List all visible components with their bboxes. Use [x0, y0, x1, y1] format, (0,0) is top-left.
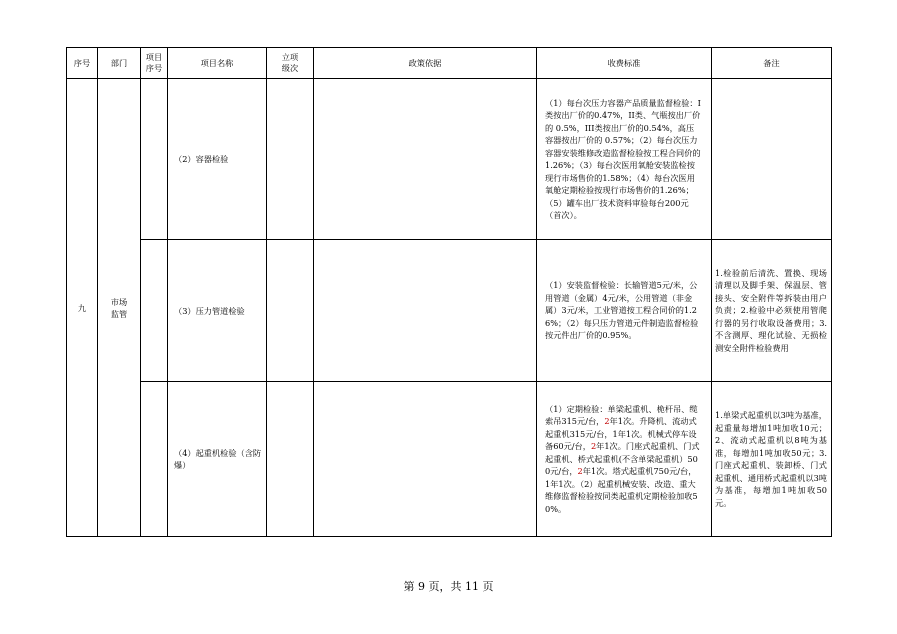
- fee-table: [66, 47, 832, 537]
- header-dept: 部门: [98, 48, 141, 79]
- header-policy: 政策依据: [314, 48, 537, 79]
- level-cell: [267, 240, 314, 382]
- header-item-seq: [141, 48, 168, 79]
- fee-text: 年1次。升降机、流动式起重机315元/台，1年1次。机械式停车设备60元/台，: [545, 416, 697, 452]
- fee-highlight: 2: [590, 441, 597, 452]
- fee-standard: （1）每台次压力容器产品质量监督检验：I类按出厂价的0.47%，II类、气瓶按出厂价的 0.5%，III类按出厂价的0.54%，高压容器按出厂价的 0.57%；（2）每台次压力容器安装维修改造监督检验按工程合同价的1.26%；（3）每台次医用氧舱安装监检按现行市场售价的1.58%；（4）每台次医用氧舱定期检验按现行市场售价的1.26%；（5）罐车出厂技术资料审验每台200元（首次）。: [537, 79, 712, 240]
- note-cell: 1.检验前后清洗、置换、现场清理以及脚手架、保温层、管接头、安全附件等拆装由用户负责；2.检验中必须使用管爬行器的另行收取设备费用；3.不含测厚、理化试验、无损检测安全附件检验费用: [712, 240, 832, 382]
- policy-cell: [314, 79, 537, 240]
- fee-text: 年1次。门座式起重机、门式起重机、桥式起重机(不含单梁起重机）500元/台，: [545, 441, 700, 477]
- fee-text: （1）定期检验：单梁起重机、桅杆吊、缆索吊315元/台，: [545, 403, 698, 427]
- item-seq-cell: [141, 79, 168, 240]
- fee-highlight: 2: [604, 416, 610, 427]
- item-name: （4）起重机检验（含防爆）: [168, 382, 267, 537]
- level-cell: [267, 79, 314, 240]
- note-cell: [712, 79, 832, 240]
- item-name: （3）压力管道检验: [168, 240, 267, 382]
- header-level: [267, 48, 314, 79]
- header-seq: 序号: [67, 48, 98, 79]
- note-cell: 1.单梁式起重机以3吨为基准，起重量每增加1吨加收10元；2、流动式起重机以8吨为基准，每增加1吨加收50元；3.门座式起重机、装卸桥、门式起重机、通用桥式起重机以3吨为基准，每增加1吨加收50元。: [712, 382, 832, 537]
- group-dept: [98, 79, 141, 537]
- group-dept-text: 市场监管: [110, 296, 128, 319]
- item-seq-cell: [141, 240, 168, 382]
- policy-cell: [314, 240, 537, 382]
- group-seq: 九: [67, 79, 98, 537]
- table-row: [67, 79, 832, 240]
- item-name: （2）容器检验: [168, 79, 267, 240]
- header-row: [67, 48, 832, 79]
- header-item-name: 项目名称: [168, 48, 267, 79]
- header-fee: 收费标准: [537, 48, 712, 79]
- fee-highlight: 2: [577, 466, 583, 477]
- item-seq-cell: [141, 382, 168, 537]
- header-note: 备注: [712, 48, 832, 79]
- fee-text: 年1次。塔式起重机750元/台，1年1次。（2）起重机械安装、改造、重大维修监督检验按同类起重机定期检验加收50%。: [545, 466, 698, 514]
- header-item-seq-text: 项目序号: [145, 52, 163, 73]
- fee-standard: （1）安装监督检验：长输管道5元/米，公用管道（金属）4元/米，公用管道（非金属）3元/米，工业管道按工程合同价的1.26%；（2）每只压力管道元件制造监督检验按元件出厂价的0.95%。: [537, 240, 712, 382]
- table-row: [67, 382, 832, 537]
- page-footer: 第 9 页，共 11 页: [403, 580, 494, 593]
- header-level-text: 立项级次: [281, 52, 299, 73]
- policy-cell: [314, 382, 537, 537]
- table-row: [67, 240, 832, 382]
- level-cell: [267, 382, 314, 537]
- fee-standard: [537, 382, 712, 537]
